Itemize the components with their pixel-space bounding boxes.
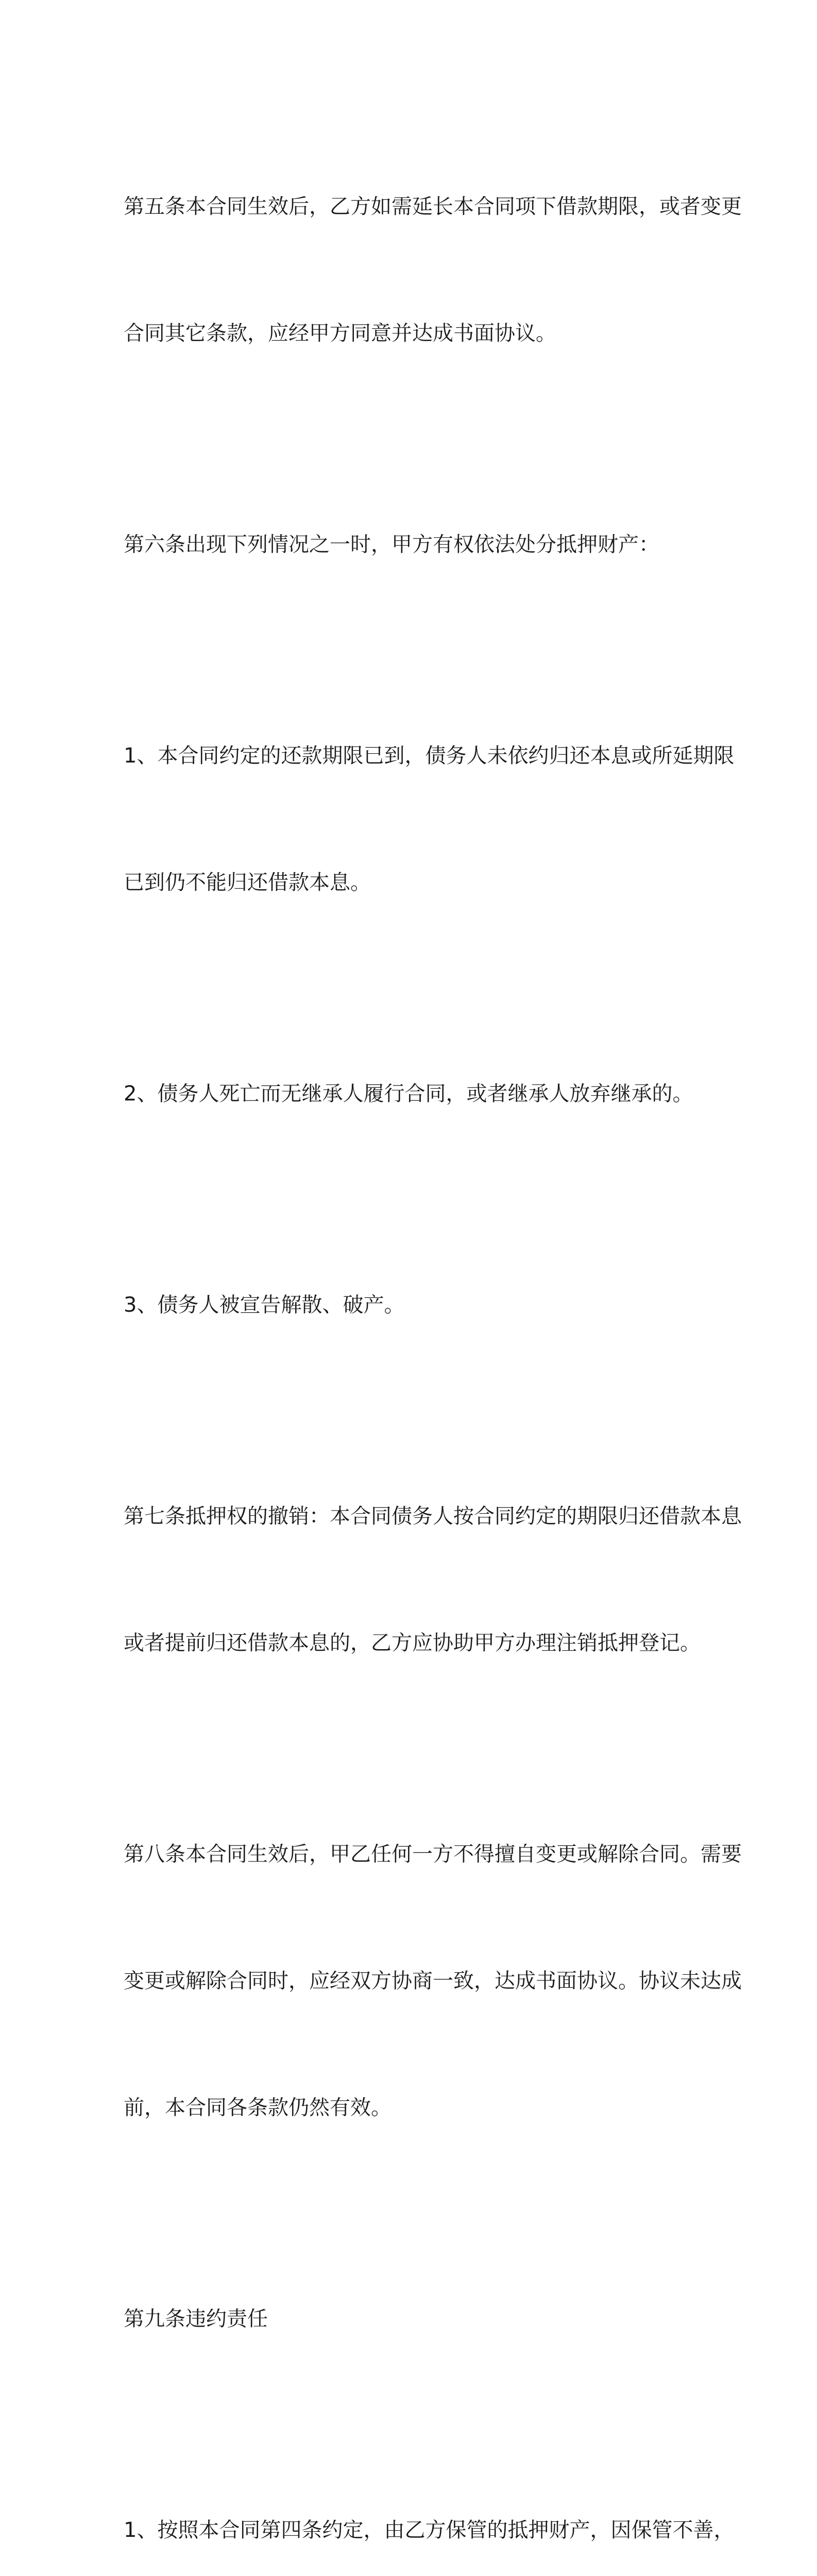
text-line: 第七条抵押权的撤销：本合同债务人按合同约定的期限归还借款本息 bbox=[124, 1504, 742, 1528]
text-line: 变更或解除合同时，应经双方协商一致，达成书面协议。协议未达成 bbox=[124, 1969, 742, 1993]
text-line: 第六条出现下列情况之一时，甲方有权依法处分抵押财产： bbox=[124, 533, 659, 556]
article-8 bbox=[124, 1749, 742, 2213]
article-6 bbox=[124, 439, 701, 650]
text-line: 第八条本合同生效后，甲乙任何一方不得擅自变更或解除合同。需要 bbox=[124, 1842, 742, 1866]
article-6-item-1 bbox=[124, 650, 735, 988]
article-5 bbox=[124, 101, 742, 439]
text-line: 合同其它条款，应经甲方同意并达成书面协议。 bbox=[124, 321, 556, 345]
text-line: 3、债务人被宣告解散、破产。 bbox=[124, 1293, 405, 1317]
article-9-item-1 bbox=[124, 2425, 735, 2576]
document-body bbox=[124, 101, 742, 2576]
text-line: 2、债务人死亡而无继承人履行合同，或者继承人放弃继承的。 bbox=[124, 1082, 693, 1106]
text-line: 已到仍不能归还借款本息。 bbox=[124, 871, 371, 894]
article-7 bbox=[124, 1411, 742, 1749]
text-line: 前，本合同各条款仍然有效。 bbox=[124, 2096, 392, 2120]
text-line: 1、本合同约定的还款期限已到，债务人未依约归还本息或所延期限 bbox=[124, 744, 735, 768]
text-line: 第五条本合同生效后，乙方如需延长本合同项下借款期限，或者变更 bbox=[124, 195, 742, 218]
article-6-item-2 bbox=[124, 988, 701, 1199]
text-line: 第九条违约责任 bbox=[124, 2307, 268, 2331]
article-6-item-3 bbox=[124, 1199, 701, 1411]
article-9-heading bbox=[124, 2213, 701, 2425]
text-line: 1、按照本合同第四条约定，由乙方保管的抵押财产，因保管不善， bbox=[124, 2518, 735, 2542]
text-line: 或者提前归还借款本息的，乙方应协助甲方办理注销抵押登记。 bbox=[124, 1631, 701, 1655]
